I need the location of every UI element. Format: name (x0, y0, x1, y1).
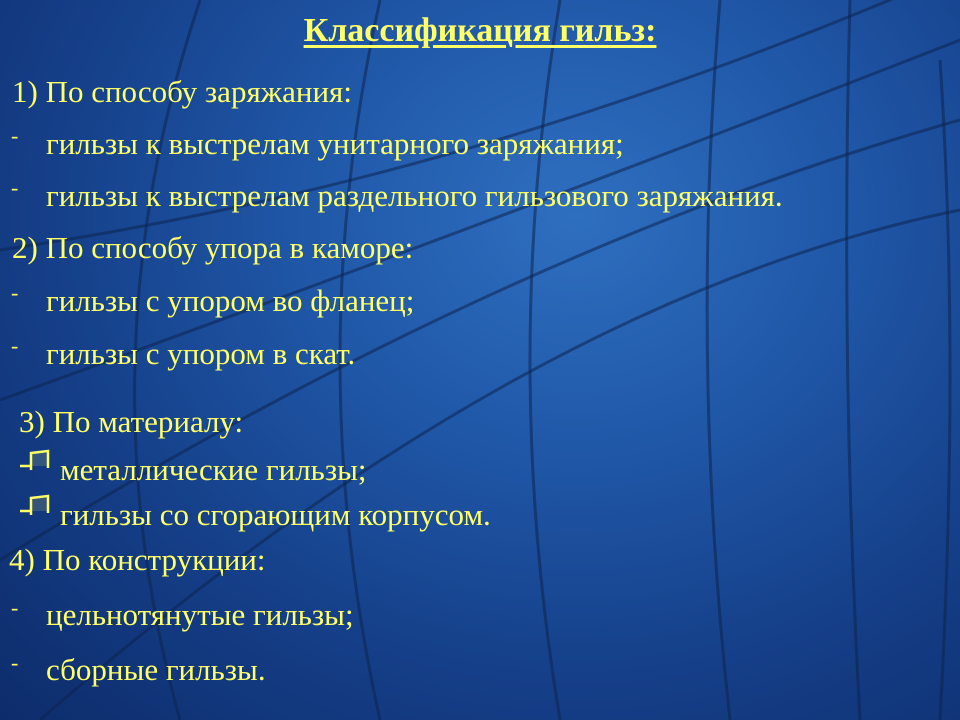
dash-bullet: - (11, 650, 19, 675)
section-2-heading: 2) По способу упора в каморе: (12, 230, 414, 265)
section-2-item-2: гильзы с упором в скат. (46, 336, 356, 371)
slide-title: Классификация гильз: (303, 12, 657, 49)
dash-bullet: - (11, 595, 19, 620)
section-1-item-2: гильзы к выстрелам раздельного гильзового заряжания. (46, 178, 783, 213)
section-4-item-2: сборные гильзы. (46, 652, 266, 687)
flag-icon (18, 446, 54, 476)
dash-bullet: - (11, 123, 19, 148)
section-3-item-1: металлические гильзы; (60, 452, 367, 487)
dash-bullet: - (11, 175, 19, 200)
section-3-heading: 3) По материалу: (19, 404, 244, 439)
flag-icon (18, 491, 54, 521)
dash-bullet: - (11, 333, 19, 358)
section-2-item-1: гильзы с упором во фланец; (46, 283, 415, 318)
section-4-item-1: цельнотянутые гильзы; (46, 597, 354, 632)
section-1-heading: 1) По способу заряжания: (12, 74, 352, 109)
section-1-item-1: гильзы к выстрелам унитарного заряжания; (46, 126, 624, 161)
dash-bullet: - (11, 280, 19, 305)
section-4-heading: 4) По конструкции: (9, 542, 266, 577)
section-3-item-2: гильзы со сгорающим корпусом. (60, 497, 491, 532)
